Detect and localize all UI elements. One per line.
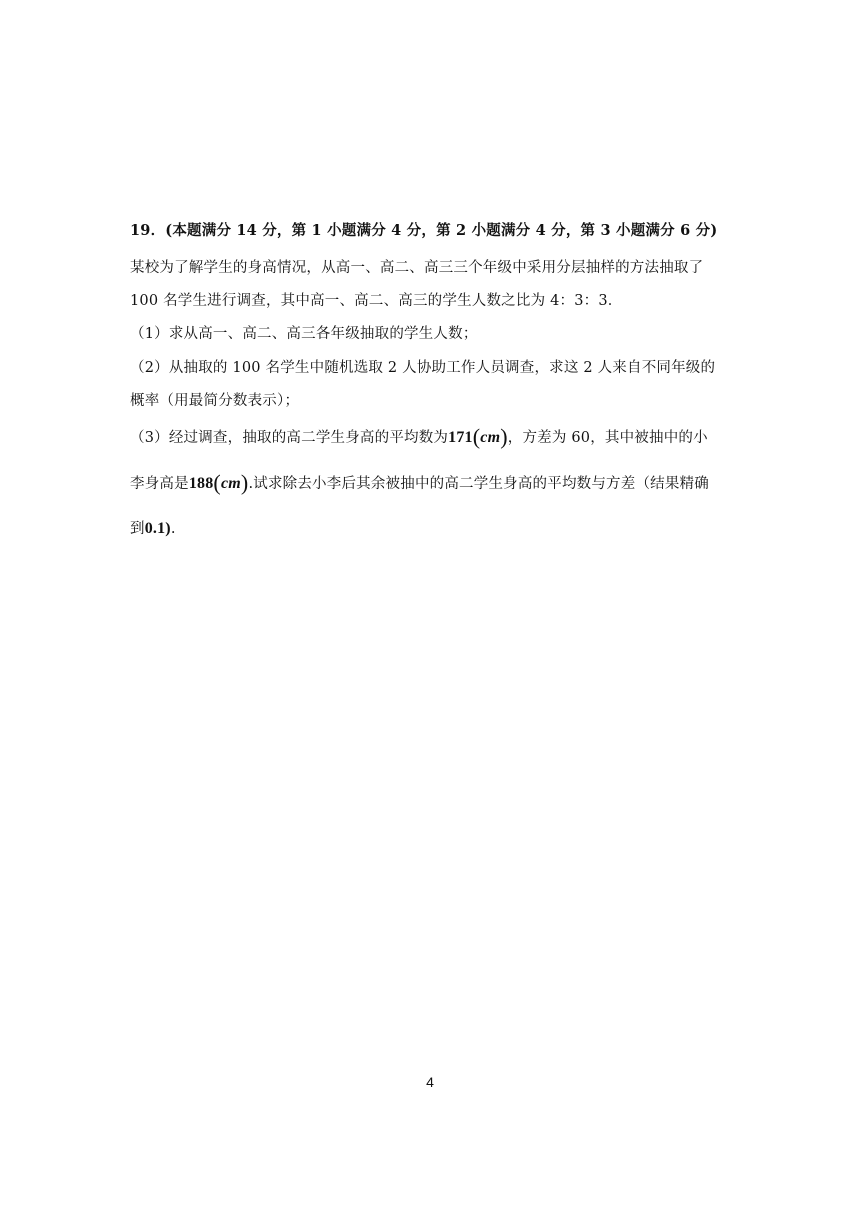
- question-header: 19．(本题满分 14 分，第 1 小题满分 4 分，第 2 小题满分 4 分，第 3 小题满分 6 分): [130, 222, 718, 239]
- xiaoli-height-value: 188: [188, 475, 214, 492]
- xiaoli-height-unit: cm: [220, 475, 241, 492]
- page-number: 4: [426, 1074, 434, 1090]
- part-3-line-1-suffix: ，方差为 60，其中被抽中的小: [507, 430, 708, 446]
- question-part-3-line-1: [130, 424, 708, 450]
- question-intro-line-1: 某校为了解学生的身高情况，从高一、高二、高三三个年级中采用分层抽样的方法抽取了: [130, 260, 704, 276]
- mean-height-unit: cm: [480, 429, 501, 446]
- question-intro-line-2: 100 名学生进行调查，其中高一、高二、高三的学生人数之比为 4：3：3．: [130, 293, 623, 309]
- question-part-3-line-2: [130, 470, 709, 496]
- part-3-line-1-prefix: （3）经过调查，抽取的高二学生身高的平均数为: [130, 430, 449, 446]
- part-3-line-3-prefix: 到: [130, 521, 145, 537]
- part-3-line-2-suffix: .试求除去小李后其余被抽中的高二学生身高的平均数与方差（结果精确: [248, 476, 709, 492]
- question-part-2-line-2: 概率（用最简分数表示）；: [130, 393, 300, 409]
- close-paren: ): [500, 424, 508, 449]
- question-part-1: （1）求从高一、高二、高三各年级抽取的学生人数；: [130, 326, 478, 342]
- precision-value: 0.1): [144, 520, 171, 537]
- part-3-line-2-prefix: 李身高是: [130, 476, 189, 492]
- question-part-3-line-3: [130, 517, 176, 538]
- mean-height-value: 171: [448, 429, 473, 446]
- open-paren: (: [213, 470, 221, 495]
- close-paren: ): [240, 470, 249, 495]
- question-part-2-line-1: （2）从抽取的 100 名学生中随机选取 2 人协助工作人员调查，求这 2 人来自不同年级的: [130, 360, 716, 376]
- part-3-line-3-suffix: .: [170, 521, 176, 537]
- open-paren: (: [472, 424, 481, 449]
